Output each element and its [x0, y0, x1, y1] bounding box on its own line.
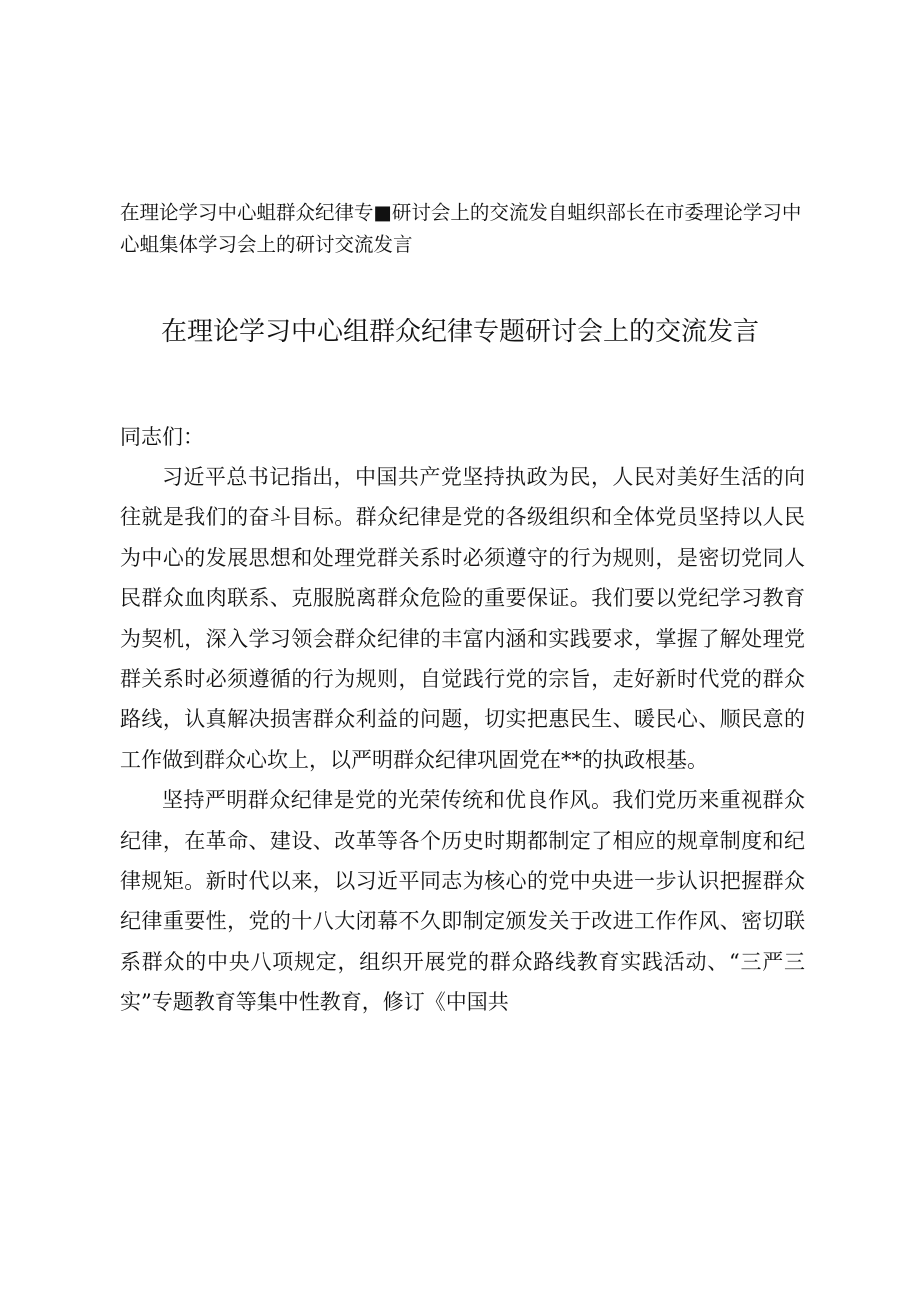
- body-paragraph: 习近平总书记指出，中国共产党坚持执政为民，人民对美好生活的向往就是我们的奋斗目标。群众纪律是党的各级组织和全体党员坚持以人民为中心的发展思想和处理党群关系时必须遵守的行为规则，是密切党同人民群众血肉联系、克服脱离群众危险的重要保证。我们要以党纪学习教育为契机，深入学习领会群众纪律的丰富内涵和实践要求，掌握了解处理党群关系时必须遵循的行为规则，自觉践行党的宗旨，走好新时代党的群众路线，认真解决损害群众利益的问题，切实把惠民生、暖民心、顺民意的工作做到群众心坎上，以严明群众纪律巩固党在**的执政根基。: [120, 465, 805, 772]
- body-paragraph: 坚持严明群众纪律是党的光荣传统和优良作风。我们党历来重视群众纪律，在革命、建设、改革等各个历史时期都制定了相应的规章制度和纪律规矩。新时代以来，以习近平同志为核心的党中央进一步认识把握群众纪律重要性，党的十八大闭幕不久即制定颁发关于改进工作作风、密切联系群众的中央八项规定，组织开展党的群众路线教育实践活动、“三严三实”专题教育等集中性教育，修订《中国共: [120, 788, 805, 1015]
- document-body: [120, 457, 805, 1023]
- document-title: 在理论学习中心组群众纪律专题研讨会上的交流发言: [160, 317, 759, 347]
- salutation: 同志们：: [120, 425, 204, 449]
- document-header-text: 在理论学习中心蛆群众纪律专■研讨会上的交流发自蛆织部长在市委理论学习中心蛆集体学习会上的研讨交流发言: [120, 201, 802, 256]
